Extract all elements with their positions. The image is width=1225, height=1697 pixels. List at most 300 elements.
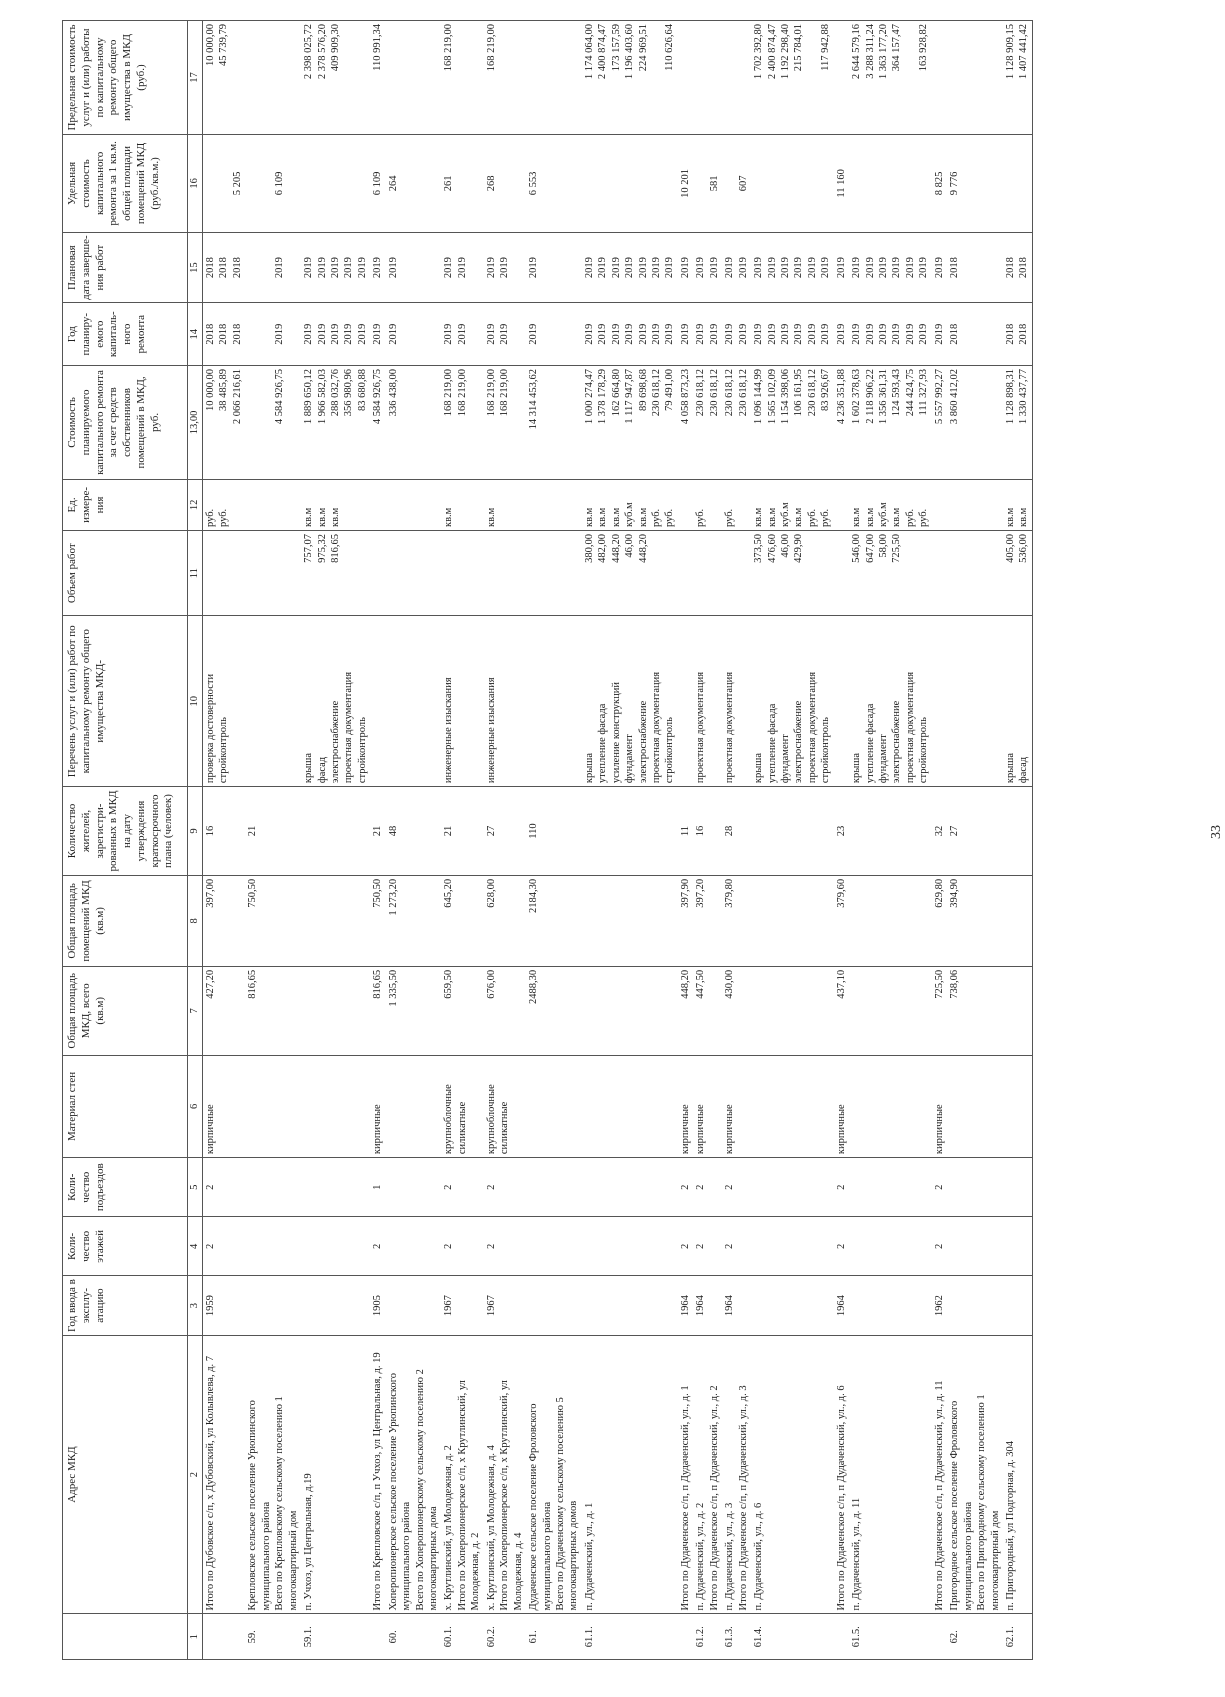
table-cell: 5 205 <box>203 134 246 232</box>
table-cell: 2019 <box>245 303 301 366</box>
table-cell: 397,90 <box>678 875 693 966</box>
column-header: Год планиру-емого капиталь-ного ремонта <box>63 303 188 366</box>
table-cell: 6 109 <box>370 134 385 232</box>
table-cell: 1 273,20 <box>386 875 442 966</box>
table-cell: 60.2. <box>484 1614 526 1660</box>
table-cell: 21 <box>441 787 483 876</box>
table-cell: 61. <box>526 1614 582 1660</box>
table-cell: 373,50 476,60 46,00 429,90 <box>751 531 834 616</box>
table-cell <box>526 21 582 135</box>
table-cell: 336 438,00 <box>386 366 442 480</box>
table-cell <box>245 479 301 530</box>
table-cell: 2 <box>484 1217 526 1276</box>
table-cell <box>722 531 751 616</box>
table-cell: п. Дудаченский, ул., д. 3 Итого по Дудаченское с/п, п Дудаченский, ул., д. 3 <box>722 1335 751 1614</box>
table-cell <box>526 1217 582 1276</box>
table-cell <box>1003 875 1032 966</box>
table-cell: 2019 <box>526 232 582 303</box>
table-cell: 230 618,12 230 618,12 <box>722 366 751 480</box>
table-cell <box>386 1217 442 1276</box>
table-cell <box>849 134 932 232</box>
table-cell <box>751 1158 834 1217</box>
table-row <box>245 21 301 1660</box>
table-cell: кирпичные <box>370 1055 385 1157</box>
table-cell: 2019 2019 <box>693 303 722 366</box>
table-cell: руб. <box>693 479 722 530</box>
table-row <box>301 21 370 1660</box>
table-cell: 2018 2018 2018 <box>203 232 246 303</box>
column-number: 2 <box>188 1335 203 1614</box>
column-number: 15 <box>188 232 203 303</box>
table-cell: крыша фасад электроснабжение проектная документация стройконтроль <box>301 616 370 787</box>
table-cell <box>203 531 246 616</box>
table-cell: 1967 <box>441 1276 483 1335</box>
table-cell: Дудаченское сельское поселение Фроловского муниципального района Всего по Дудаченскому сельскому поселению 5 многоквартирных домов <box>526 1335 582 1614</box>
table-cell: 14 314 453,62 <box>526 366 582 480</box>
table-cell: 2019 2019 2019 2019 2019 <box>301 303 370 366</box>
table-cell: 725,50 <box>932 966 947 1055</box>
table-row <box>678 21 693 1660</box>
table-cell <box>678 616 693 787</box>
table-row <box>947 21 1003 1660</box>
table-cell: 1964 <box>722 1276 751 1335</box>
table-cell <box>1003 1217 1032 1276</box>
column-header: Количество жителей, зарегистри-рованных в МКД на дату утверждения краткосрочного плана (человек) <box>63 787 188 876</box>
table-cell <box>693 531 722 616</box>
table-cell: 427,20 <box>203 966 246 1055</box>
table-cell: 28 <box>722 787 751 876</box>
table-cell <box>932 21 947 135</box>
table-cell: 2019 2019 <box>484 232 526 303</box>
table-cell: 21 <box>245 787 301 876</box>
table-cell: 6 553 <box>526 134 582 232</box>
table-cell: 168 219,00 <box>484 21 526 135</box>
table-cell: 1 335,50 <box>386 966 442 1055</box>
table-cell: 1964 <box>678 1276 693 1335</box>
table-cell: кв.м <box>484 479 526 530</box>
table-cell <box>722 21 751 135</box>
table-cell <box>370 479 385 530</box>
table-cell: 27 <box>947 787 1003 876</box>
table-cell <box>751 1276 834 1335</box>
table-cell: 1 702 392,80 2 400 874,47 1 192 298,40 215 784,01 117 942,88 <box>751 21 834 135</box>
table-cell: 2019 2019 <box>484 303 526 366</box>
table-cell <box>386 479 442 530</box>
column-header: Плановая дата заверше-ния работ <box>63 232 188 303</box>
table-cell: 16 <box>693 787 722 876</box>
table-cell: 2018 <box>947 232 1003 303</box>
table-cell: 676,00 <box>484 966 526 1055</box>
table-cell: 59. <box>245 1614 301 1660</box>
table-cell: 2019 <box>245 232 301 303</box>
table-cell: Итого по Крепловское с/п, п Учхоз, ул Центральная, д. 19 <box>370 1335 385 1614</box>
table-cell: крупноблочные силикатные <box>484 1055 526 1157</box>
table-cell: 2 <box>834 1158 849 1217</box>
table-cell: п. Пригородный, ул Подгорная, д. 304 <box>1003 1335 1032 1614</box>
table-cell: 16 <box>203 787 246 876</box>
table-cell: 48 <box>386 787 442 876</box>
table-cell <box>947 1158 1003 1217</box>
table-cell: 2 <box>678 1158 693 1217</box>
table-cell <box>932 616 947 787</box>
table-cell: 62.1. <box>1003 1614 1032 1660</box>
table-cell <box>849 787 932 876</box>
table-cell: 2 <box>693 1158 722 1217</box>
table-cell <box>751 1055 834 1157</box>
table-row <box>441 21 483 1660</box>
table-cell: 2019 <box>678 303 693 366</box>
table-row <box>834 21 849 1660</box>
table-cell: 2019 <box>370 232 385 303</box>
table-cell: 4 584 926,75 <box>370 366 385 480</box>
table-cell: 110 991,34 <box>370 21 385 135</box>
table-cell: проектная документация <box>722 616 751 787</box>
table-cell <box>849 1158 932 1217</box>
table-cell: 2019 2019 2019 2019 2019 <box>301 232 370 303</box>
table-cell: 62. <box>947 1614 1003 1660</box>
table-cell: 1964 <box>834 1276 849 1335</box>
table-cell: 168 219,00 168 219,00 <box>484 366 526 480</box>
table-cell: 437,10 <box>834 966 849 1055</box>
table-cell: 738,06 <box>947 966 1003 1055</box>
table-cell: 32 <box>932 787 947 876</box>
table-cell: п. Дудаченский, ул., д. 2 Итого по Дудаченское с/п, п Дудаченский, ул., д. 2 <box>693 1335 722 1614</box>
table-cell <box>751 134 834 232</box>
table-cell <box>526 531 582 616</box>
table-cell: 2018 2018 <box>1003 303 1032 366</box>
table-cell: кв.м кв.м куб.м кв.м руб. руб. <box>751 479 834 530</box>
table-cell <box>526 479 582 530</box>
table-cell <box>582 134 678 232</box>
table-cell: 2019 2019 <box>693 232 722 303</box>
table-cell: кирпичные <box>678 1055 693 1157</box>
table-cell: 5 557 992,27 <box>932 366 947 480</box>
table-cell: 6 109 <box>245 134 301 232</box>
table-cell <box>301 966 370 1055</box>
table-cell: 1967 <box>484 1276 526 1335</box>
table-cell <box>834 21 849 135</box>
table-cell: 447,50 <box>693 966 722 1055</box>
table-cell: 261 <box>441 134 483 232</box>
table-cell: 60. <box>386 1614 442 1660</box>
table-cell <box>582 1217 678 1276</box>
table-cell <box>678 531 693 616</box>
page-number: 33 <box>1209 825 1224 839</box>
column-header: Адрес МКД <box>63 1335 188 1614</box>
table-cell <box>1003 966 1032 1055</box>
table-row <box>1003 21 1032 1660</box>
table-cell <box>386 1055 442 1157</box>
column-header: Коли-чество подъездов <box>63 1158 188 1217</box>
table-cell: 2 <box>834 1217 849 1276</box>
table-cell: 2019 2019 2019 2019 2019 2019 <box>849 303 932 366</box>
table-cell: 110 <box>526 787 582 876</box>
table-cell: 379,60 <box>834 875 849 966</box>
table-cell: 645,20 <box>441 875 483 966</box>
table-cell: 2019 2019 <box>441 232 483 303</box>
table-header-row <box>63 21 188 1660</box>
table-cell: Итого по Дубовское с/п, х Дубовский, ул Колывлева, д. 7 <box>203 1335 246 1614</box>
table-cell: кирпичные <box>722 1055 751 1157</box>
table-cell <box>526 1055 582 1157</box>
column-number: 6 <box>188 1055 203 1157</box>
table-cell <box>1003 1276 1032 1335</box>
table-cell: 1905 <box>370 1276 385 1335</box>
table-cell: 1 889 650,12 1 966 582,03 288 032,76 356 980,96 83 680,88 <box>301 366 370 480</box>
table-cell: кирпичные <box>834 1055 849 1157</box>
column-number: 14 <box>188 303 203 366</box>
table-cell: кв.м кв.м куб.м кв.м руб. руб. <box>849 479 932 530</box>
table-cell: крупноблочные силикатные <box>441 1055 483 1157</box>
table-cell <box>484 531 526 616</box>
table-cell: 2488,30 <box>526 966 582 1055</box>
table-cell <box>834 531 849 616</box>
table-cell <box>301 1217 370 1276</box>
table-cell: 8 825 <box>932 134 947 232</box>
column-number: 11 <box>188 531 203 616</box>
table-cell: кирпичные <box>693 1055 722 1157</box>
table-cell <box>849 1217 932 1276</box>
table-cell <box>582 787 678 876</box>
table-cell: 2019 2019 2019 2019 2019 2019 <box>849 232 932 303</box>
table-cell: кв.м кв.м кв.м куб.м кв.м руб. руб. <box>582 479 678 530</box>
table-row <box>203 21 246 1660</box>
table-cell <box>947 21 1003 135</box>
capital-repair-table <box>62 20 1033 1660</box>
column-number: 10 <box>188 616 203 787</box>
table-cell: 2019 <box>834 232 849 303</box>
table-cell <box>526 1276 582 1335</box>
table-cell <box>1003 787 1032 876</box>
table-cell <box>386 1276 442 1335</box>
table-cell: Итого по Дудаченское с/п, п Дудаченский, ул., д. 11 <box>932 1335 947 1614</box>
table-cell <box>947 616 1003 787</box>
table-cell: 168 219,00 168 219,00 <box>441 366 483 480</box>
table-cell: 2 <box>678 1217 693 1276</box>
table-cell: Итого по Дудаченское с/п, п Дудаченский, ул., д. 1 <box>678 1335 693 1614</box>
table-cell <box>245 1276 301 1335</box>
table-cell: кв.м кв.м кв.м <box>301 479 370 530</box>
table-cell: 61.2. <box>693 1614 722 1660</box>
table-cell: Хоперопионерское сельское поселение Урюпинского муниципального района Всего по Хоперопионерскому сельскому поселению 2 многоквартирных дома <box>386 1335 442 1614</box>
table-cell: 1 096 144,99 1 565 102,09 1 154 398,06 106 161,95 230 618,12 83 926,67 <box>751 366 834 480</box>
table-row <box>693 21 722 1660</box>
table-cell: инженерные изыскания <box>484 616 526 787</box>
table-cell <box>1003 1055 1032 1157</box>
table-cell: х. Крутлинский, ул Молодежная, д. 4 Итого по Хоперопионерское с/п, х Крутлинский, ул Молодежная, д. 4 <box>484 1335 526 1614</box>
table-cell: 27 <box>484 787 526 876</box>
table-cell: Итого по Дудаченское с/п, п Дудаченский, ул., д. 6 <box>834 1335 849 1614</box>
table-cell: 581 <box>693 134 722 232</box>
column-header: Год ввода в эксплу-атацию <box>63 1276 188 1335</box>
table-cell: 394,90 <box>947 875 1003 966</box>
table-cell: п. Учхоз, ул Центральная, д.19 <box>301 1335 370 1614</box>
column-header: Предельная стоимость услуг и (или) работы по капитальному ремонту общего имущества в МКД (руб.) <box>63 21 188 135</box>
table-cell: 2019 <box>932 303 947 366</box>
table-cell: 9 776 <box>947 134 1003 232</box>
table-cell: крыша утепление фасада усиление конструкций фундамент электроснабжение проектная документация стройконтроль <box>582 616 678 787</box>
table-cell <box>582 1158 678 1217</box>
table-cell: 397,20 <box>693 875 722 966</box>
table-cell: 1 <box>370 1158 385 1217</box>
table-cell <box>582 875 678 966</box>
table-cell: 10 000,00 38 485,89 2 066 216,61 <box>203 366 246 480</box>
table-cell: кв.м кв.м <box>1003 479 1032 530</box>
table-cell <box>693 21 722 135</box>
column-header: Перечень услуг и (или) работ по капитальному ремонту общего имущества МКД- <box>63 616 188 787</box>
table-cell: 2 <box>722 1158 751 1217</box>
table-cell: 816,65 <box>370 966 385 1055</box>
column-number-row <box>188 21 203 1660</box>
table-cell <box>203 1614 246 1660</box>
column-number: 3 <box>188 1276 203 1335</box>
table-cell <box>947 479 1003 530</box>
table-cell <box>370 531 385 616</box>
table-cell: 2019 <box>526 303 582 366</box>
table-cell: 546,00 647,00 58,00 725,50 <box>849 531 932 616</box>
column-number: 13,00 <box>188 366 203 480</box>
table-cell: 2018 <box>947 303 1003 366</box>
column-number: 7 <box>188 966 203 1055</box>
table-cell: 2184,30 <box>526 875 582 966</box>
table-cell: 2 <box>484 1158 526 1217</box>
table-cell: 2 <box>370 1217 385 1276</box>
table-cell: п. Дудаченский, ул., д. 11 <box>849 1335 932 1614</box>
table-cell <box>932 479 947 530</box>
table-cell: 757,07 975,32 816,65 <box>301 531 370 616</box>
column-number: 4 <box>188 1217 203 1276</box>
table-cell: 628,00 <box>484 875 526 966</box>
table-cell: 2019 <box>386 232 442 303</box>
column-header: Общая площадь МКД, всего (кв.м) <box>63 966 188 1055</box>
table-cell: 2 <box>203 1217 246 1276</box>
table-cell: руб. <box>722 479 751 530</box>
table-cell <box>526 1158 582 1217</box>
table-cell: 264 <box>386 134 442 232</box>
document-page <box>62 20 1224 1660</box>
column-header: Общая площадь помещений МКД (кв.м) <box>63 875 188 966</box>
table-row <box>526 21 582 1660</box>
table-cell <box>947 531 1003 616</box>
table-cell <box>947 1217 1003 1276</box>
table-row <box>582 21 678 1660</box>
table-cell: Крепловское сельское поселение Урюпинского муниципального района Всего по Крепловскому сельскому поселению 1 многоквартирный дом <box>245 1335 301 1614</box>
table-cell: 2 <box>441 1217 483 1276</box>
table-cell <box>386 616 442 787</box>
table-cell: 168 219,00 <box>441 21 483 135</box>
table-cell: руб. руб. <box>203 479 246 530</box>
table-cell: крыша фасад <box>1003 616 1032 787</box>
table-cell: проверка достоверности стройконтроль <box>203 616 246 787</box>
table-cell: инженерные изыскания <box>441 616 483 787</box>
table-cell: 750,50 <box>370 875 385 966</box>
table-cell: х. Крутлинский, ул Молодежная, д. 2 Итого по Хоперопионерское с/п, х Крутлинский, ул Молодежная, д. 2 <box>441 1335 483 1614</box>
table-cell: 4 236 351,88 <box>834 366 849 480</box>
table-cell <box>834 479 849 530</box>
table-cell: кв.м <box>441 479 483 530</box>
table-cell: 2 <box>722 1217 751 1276</box>
column-header: Коли-чество этажей <box>63 1217 188 1276</box>
table-cell: 1 128 909,15 1 407 441,42 <box>1003 21 1032 135</box>
table-cell <box>834 616 849 787</box>
table-row <box>484 21 526 1660</box>
table-cell <box>932 1614 947 1660</box>
table-cell: 405,00 536,00 <box>1003 531 1032 616</box>
table-cell: 268 <box>484 134 526 232</box>
table-row <box>751 21 834 1660</box>
table-cell: 3 860 412,02 <box>947 366 1003 480</box>
table-cell: 1 128 898,31 1 330 437,77 <box>1003 366 1032 480</box>
table-cell <box>370 1614 385 1660</box>
table-cell <box>245 1055 301 1157</box>
column-number: 5 <box>188 1158 203 1217</box>
table-cell <box>849 1276 932 1335</box>
table-cell <box>947 1055 1003 1157</box>
table-cell: Пригородное сельское поселение Фроловского муниципального района Всего по Пригородному сельскому поселению 1 многоквартирный дом <box>947 1335 1003 1614</box>
table-cell: 2019 <box>370 303 385 366</box>
table-cell: п. Дудаченский, ул., д. 6 <box>751 1335 834 1614</box>
table-cell: 629,80 <box>932 875 947 966</box>
table-cell: 4 584 926,75 <box>245 366 301 480</box>
table-cell: 10 000,00 45 739,79 <box>203 21 246 135</box>
table-cell: 2018 2018 2018 <box>203 303 246 366</box>
table-cell: 10 201 <box>678 134 693 232</box>
table-cell: 61.3. <box>722 1614 751 1660</box>
table-cell <box>582 1055 678 1157</box>
table-cell <box>849 966 932 1055</box>
table-cell: 11 160 <box>834 134 849 232</box>
table-cell: 1 174 064,00 2 400 874,47 173 157,59 1 196 403,60 224 969,51 110 626,64 <box>582 21 678 135</box>
table-cell: 430,00 <box>722 966 751 1055</box>
table-cell: 61.1. <box>582 1614 678 1660</box>
table-cell: 2 <box>932 1217 947 1276</box>
table-cell: 2019 2019 <box>722 232 751 303</box>
column-header: Материал стен <box>63 1055 188 1157</box>
table-cell <box>386 531 442 616</box>
table-cell: п. Дудаченский, ул., д. 1 <box>582 1335 678 1614</box>
table-cell: 2 644 579,16 3 288 311,24 1 363 177,20 364 157,47 163 928,82 <box>849 21 932 135</box>
table-cell: 380,00 482,00 448,20 46,00 448,20 <box>582 531 678 616</box>
table-cell <box>301 134 370 232</box>
table-cell <box>751 1217 834 1276</box>
table-row <box>849 21 932 1660</box>
table-cell: крыша утепление фасада фундамент электроснабжение проектная документация стройконтроль <box>751 616 834 787</box>
column-header: Ед. измере-ния <box>63 479 188 530</box>
table-cell: 2 <box>203 1158 246 1217</box>
table-cell: 2019 2019 <box>722 303 751 366</box>
table-cell <box>245 1158 301 1217</box>
table-cell: 1962 <box>932 1276 947 1335</box>
table-cell <box>386 21 442 135</box>
table-cell: 60.1. <box>441 1614 483 1660</box>
table-cell: 379,80 <box>722 875 751 966</box>
table-cell: 1 602 378,63 2 118 906,22 1 356 361,31 124 593,43 244 424,75 111 327,93 <box>849 366 932 480</box>
table-cell <box>751 875 834 966</box>
table-row <box>722 21 751 1660</box>
table-row <box>386 21 442 1660</box>
table-cell <box>582 1276 678 1335</box>
table-cell: 750,50 <box>245 875 301 966</box>
table-cell <box>245 21 301 135</box>
table-cell: крыша утепление фасада фундамент электроснабжение проектная документация стройконтроль <box>849 616 932 787</box>
table-cell: 2019 <box>386 303 442 366</box>
table-cell: 2019 2019 2019 2019 2019 2019 <box>751 303 834 366</box>
table-cell <box>849 875 932 966</box>
table-cell <box>370 616 385 787</box>
column-number: 1 <box>188 1614 203 1660</box>
table-cell <box>582 966 678 1055</box>
table-cell: 2 398 025,72 2 378 576,20 409 909,30 <box>301 21 370 135</box>
